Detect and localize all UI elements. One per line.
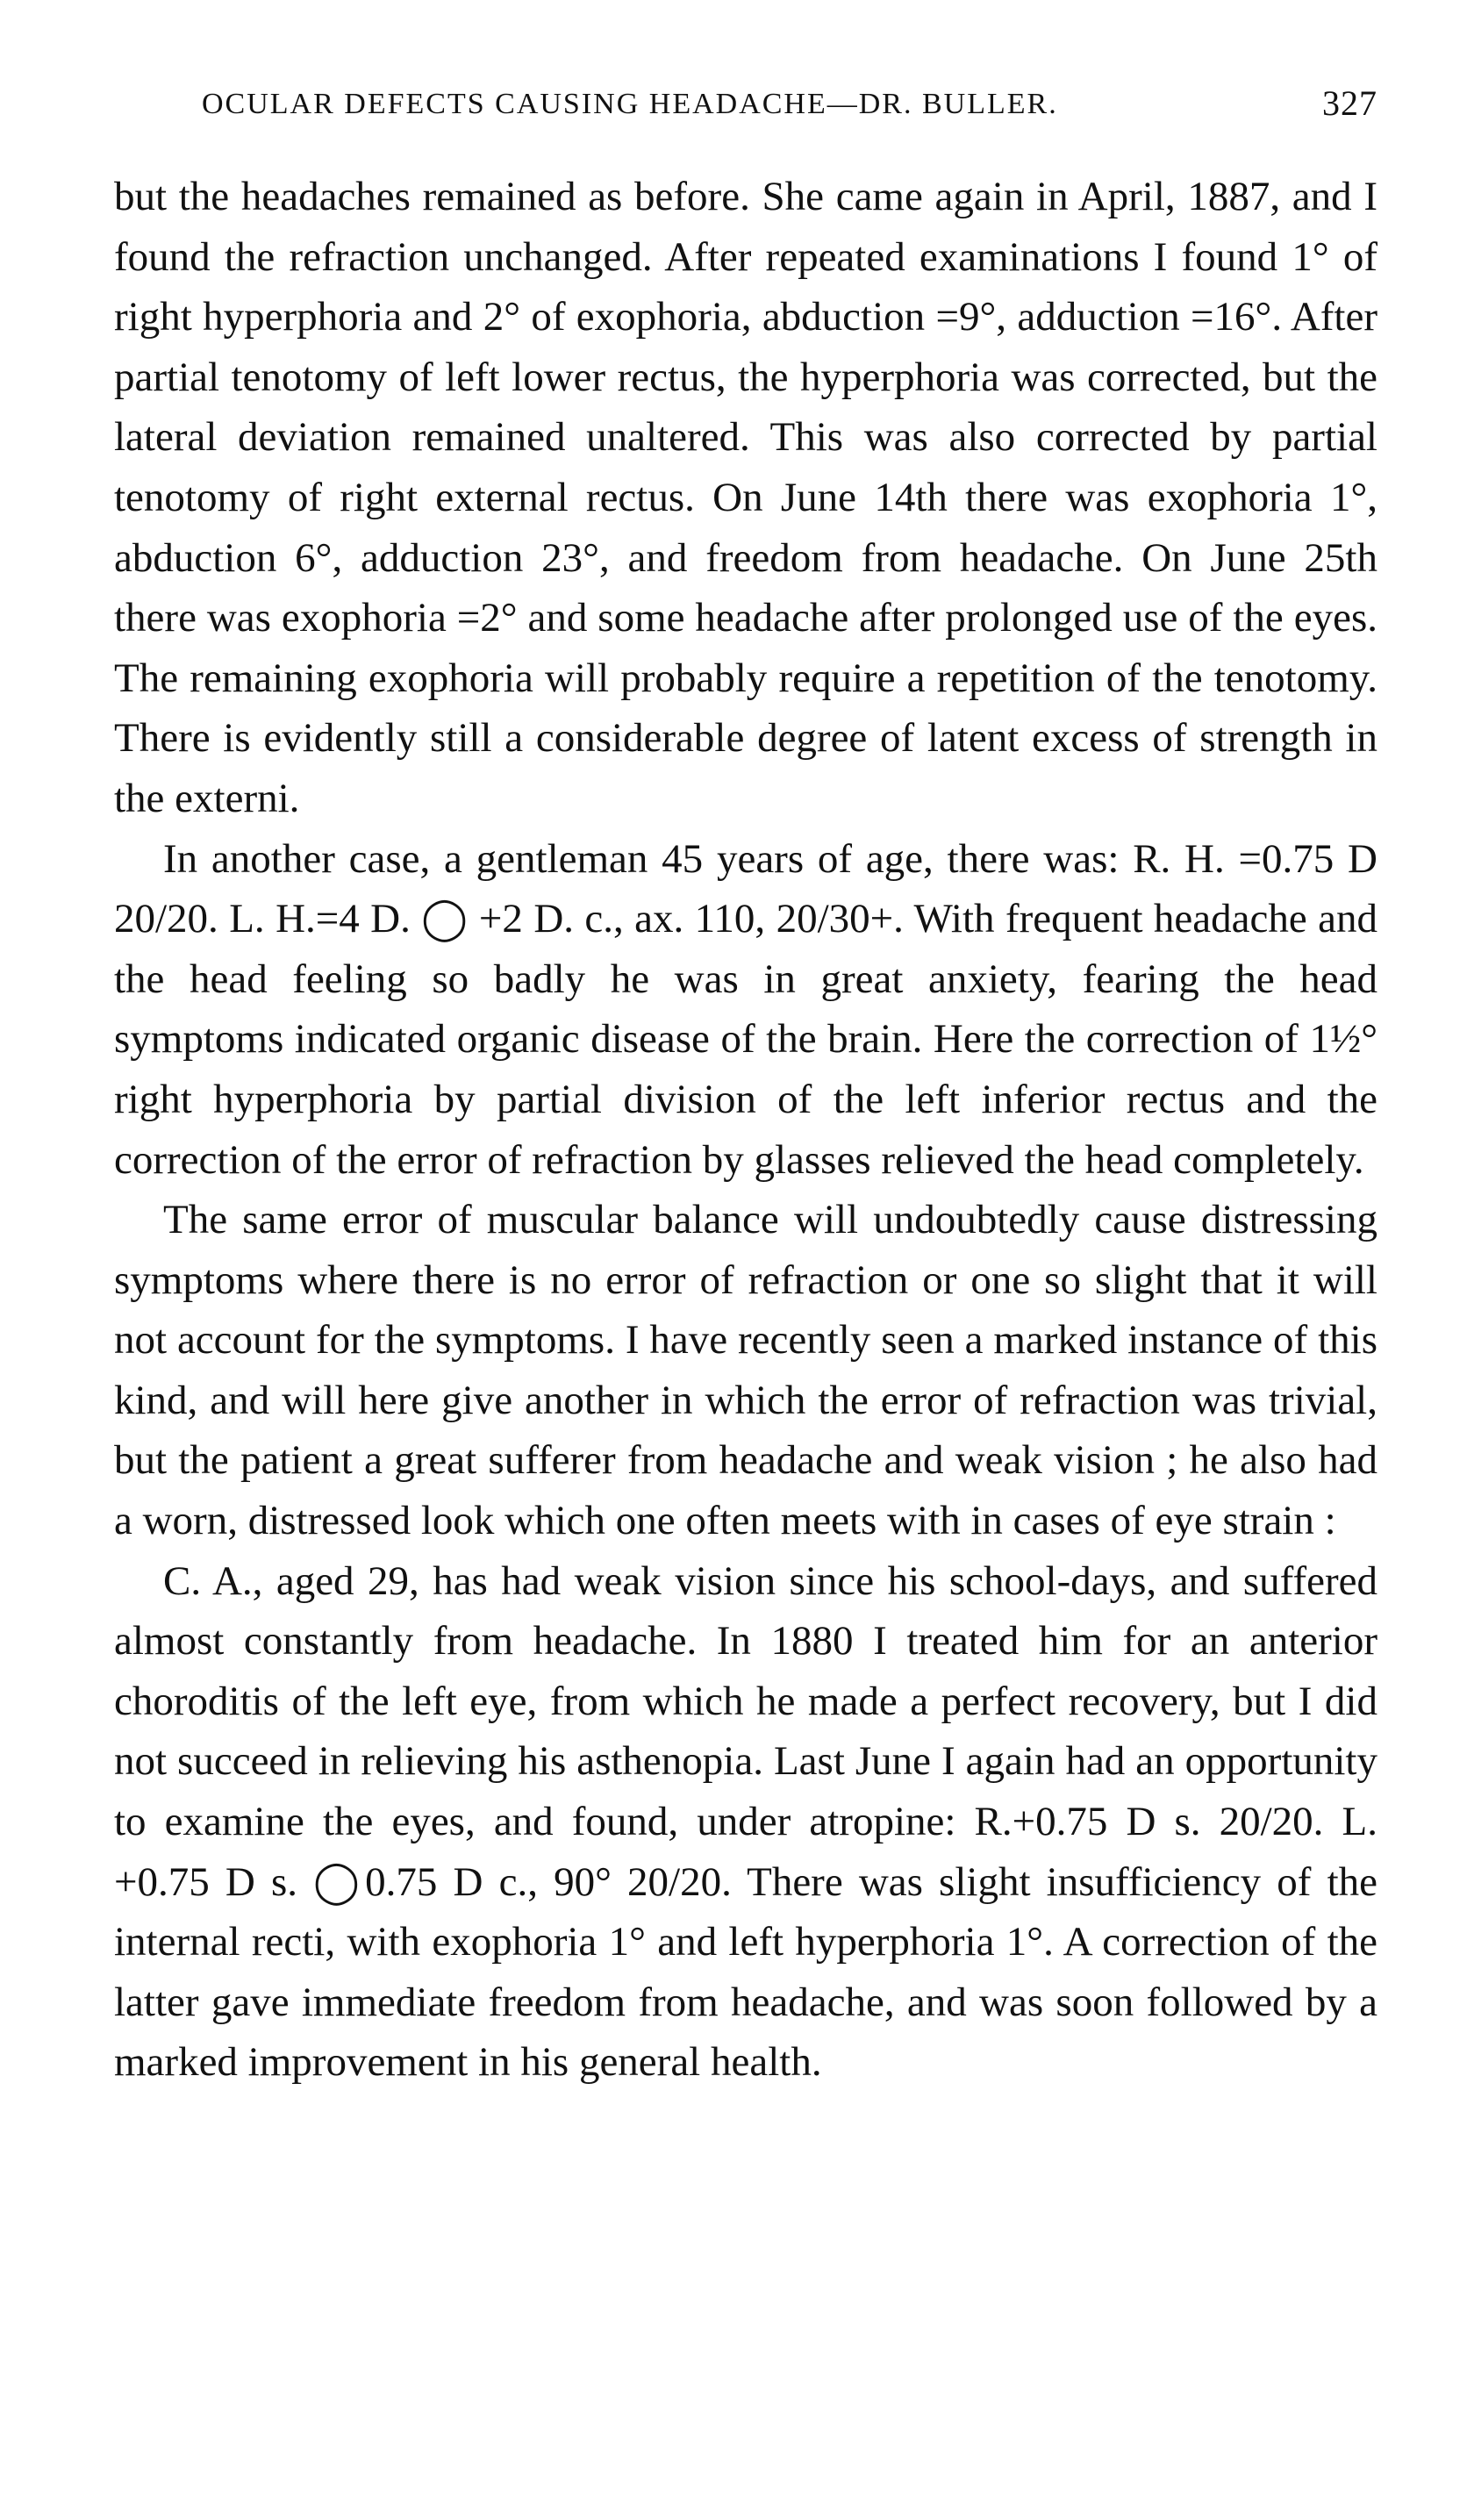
running-title: OCULAR DEFECTS CAUSING HEADACHE—DR. BULLER.	[202, 88, 1058, 120]
running-head	[114, 79, 1377, 132]
body-text	[114, 167, 1377, 2093]
page-number: 327	[1322, 83, 1377, 123]
paragraph-continuation: but the headaches remained as before. She came again in April, 1887, and I found the refraction unchanged. After repeated examinations I found 1° of right hyperphoria and 2° of exophoria, abduction =9°, adduction =16°. After partial tenotomy of left lower rectus, the hyperphoria was corrected, but the lateral deviation remained unaltered. This was also corrected by partial tenotomy of right external rectus. On June 14th there was exophoria 1°, abduction 6°, adduction 23°, and freedom from headache. On June 25th there was exophoria =2° and some headache after prolonged use of the eyes. The remaining exophoria will probably require a repetition of the tenotomy. There is evidently still a considerable degree of latent excess of strength in the externi.	[114, 174, 1377, 821]
book-page	[114, 79, 1377, 2093]
paragraph-another-case: In another case, a gentleman 45 years of age, there was: R. H. =0.75 D 20/20. L. H.=4 D. ◯ +2 D. c., ax. 110, 20/30+. With frequent headache and the head feeling so badly he was in great anxiety, fearing the head symptoms indicated organic disease of the brain. Here the correction of 1½° right hyperphoria by partial division of the left inferior rectus and the correction of the error of refraction by glasses relieved the head completely.	[114, 835, 1377, 1183]
paragraph-case-ca: C. A., aged 29, has had weak vision since his school-days, and suffered almost constantly from headache. In 1880 I treated him for an anterior choroditis of the left eye, from which he made a perfect recovery, but I did not succeed in relieving his asthenopia. Last June I again had an opportunity to examine the eyes, and found, under atropine: R.+0.75 D s. 20/20. L. +0.75 D s. ◯0.75 D c., 90° 20/20. There was slight insufficiency of the internal recti, with exophoria 1° and left hyperphoria 1°. A correction of the latter gave immediate freedom from headache, and was soon followed by a marked improvement in his general health.	[114, 1557, 1377, 2086]
paragraph-muscular-balance: The same error of muscular balance will undoubtedly cause distressing symptoms where there is no error of refraction or one so slight that it will not account for the symptoms. I have recently seen a marked instance of this kind, and will here give another in which the error of refraction was trivial, but the patient a great sufferer from headache and weak vision ; he also had a worn, distressed look which one often meets with in cases of eye strain :	[114, 1197, 1377, 1544]
